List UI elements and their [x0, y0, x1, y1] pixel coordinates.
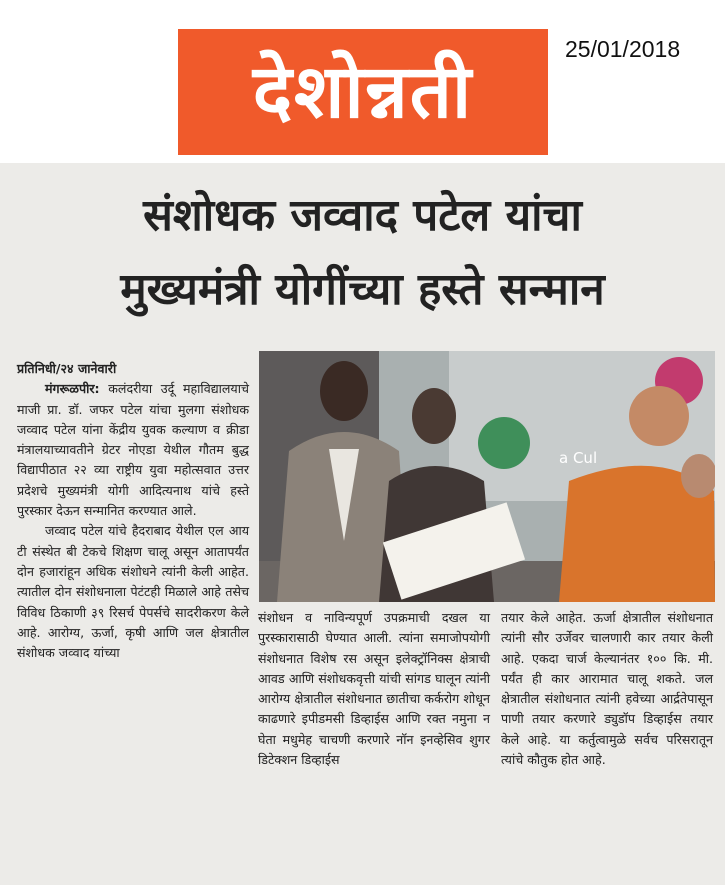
- publication-date: 25/01/2018: [565, 36, 681, 62]
- award-photo: [259, 351, 715, 602]
- logo-text: देशोन्नती: [252, 49, 474, 135]
- article-column-1: [17, 359, 249, 663]
- paragraph-1: [17, 379, 249, 521]
- masthead-logo: [178, 29, 548, 155]
- byline: प्रतिनिधी/२४ जानेवारी: [17, 361, 117, 376]
- paragraph-1-text: कलंदरीया उर्दू महाविद्यालयाचे माजी प्रा. डॉ. जफर पटेल यांचा मुलगा संशोधक जव्वाद पटेल यांना केंद्रीय युवक कल्याण व क्रीडा मंत्रालयाच्यावतीने ग्रेटर नोएडा येथील गौतम बुद्ध विद्यापीठात २२ व्या राष्ट्रीय युवा महोत्सवात उत्तर प्रदेशचे मुख्यमंत्री योगी आदित्यनाथ यांचे हस्ते पुरस्कार देऊन सन्मानित करण्यात आले.: [17, 381, 249, 519]
- paragraph-2: जव्वाद पटेल यांचे हैदराबाद येथील एल आय टी संस्थेत बी टेकचे शिक्षण चालू असून आतापर्यंत दोन हजारांहून अधिक संशोधने त्यांनी केली आहेत. त्यातील दोन संशोधनाला पेटंटही मिळाले आहे तसेच विविध ठिकाणी ३९ रिसर्च पेपर्सचे सादरीकरण केले आहे. आरोग्य, ऊर्जा, कृषी आणि जल क्षेत्रातील संशोधक जव्वाद यांच्या: [17, 523, 249, 661]
- article-column-3: [501, 608, 713, 770]
- backdrop-text: a Cul: [559, 449, 598, 467]
- article-column-2: [258, 608, 490, 770]
- photo-illustration: [259, 351, 715, 602]
- dateline: मंगरूळपीर:: [45, 381, 100, 397]
- headline-line-1: संशोधक जव्वाद पटेल यांचा: [143, 190, 582, 241]
- headline-line-2: मुख्यमंत्री योगींच्या हस्ते सन्मान: [120, 264, 605, 315]
- paragraph-3: संशोधन व नाविन्यपूर्ण उपक्रमाची दखल या पुरस्कारासाठी घेण्यात आली. त्यांना समाजोपयोगी संशोधनात विशेष रस असून इलेक्ट्रॉनिक्स क्षेत्राची आवड आणि संशोधकवृत्ती यांची सांगड घालून त्यांनी आरोग्य क्षेत्रातील संशोधनात छातीचा कर्करोग शोधून काढणारे इपीडमसी डिव्हाईस आणि रक्त नमुना न घेता मधुमेह चाचणी करणारे नॉन इनव्हेसिव शुगर डिटेक्शन डिव्हाईस: [258, 610, 490, 768]
- paragraph-4: तयार केले आहेत. ऊर्जा क्षेत्रातील संशोधनात त्यांनी सौर उर्जेवर चालणारी कार तयार केली आहे. एकदा चार्ज केल्यानंतर १०० कि. मी. पर्यंत ही कार आरामात चालू शकते. जल क्षेत्रातील संशोधनात त्यांनी हवेच्या आर्द्रतेपासून पाणी तयार करणारे ड्युडॉप डिव्हाईस तयार केले आहे. या कर्तुत्वामुळे सर्वच परिसरातून त्यांचे कौतुक होत आहे.: [501, 610, 713, 768]
